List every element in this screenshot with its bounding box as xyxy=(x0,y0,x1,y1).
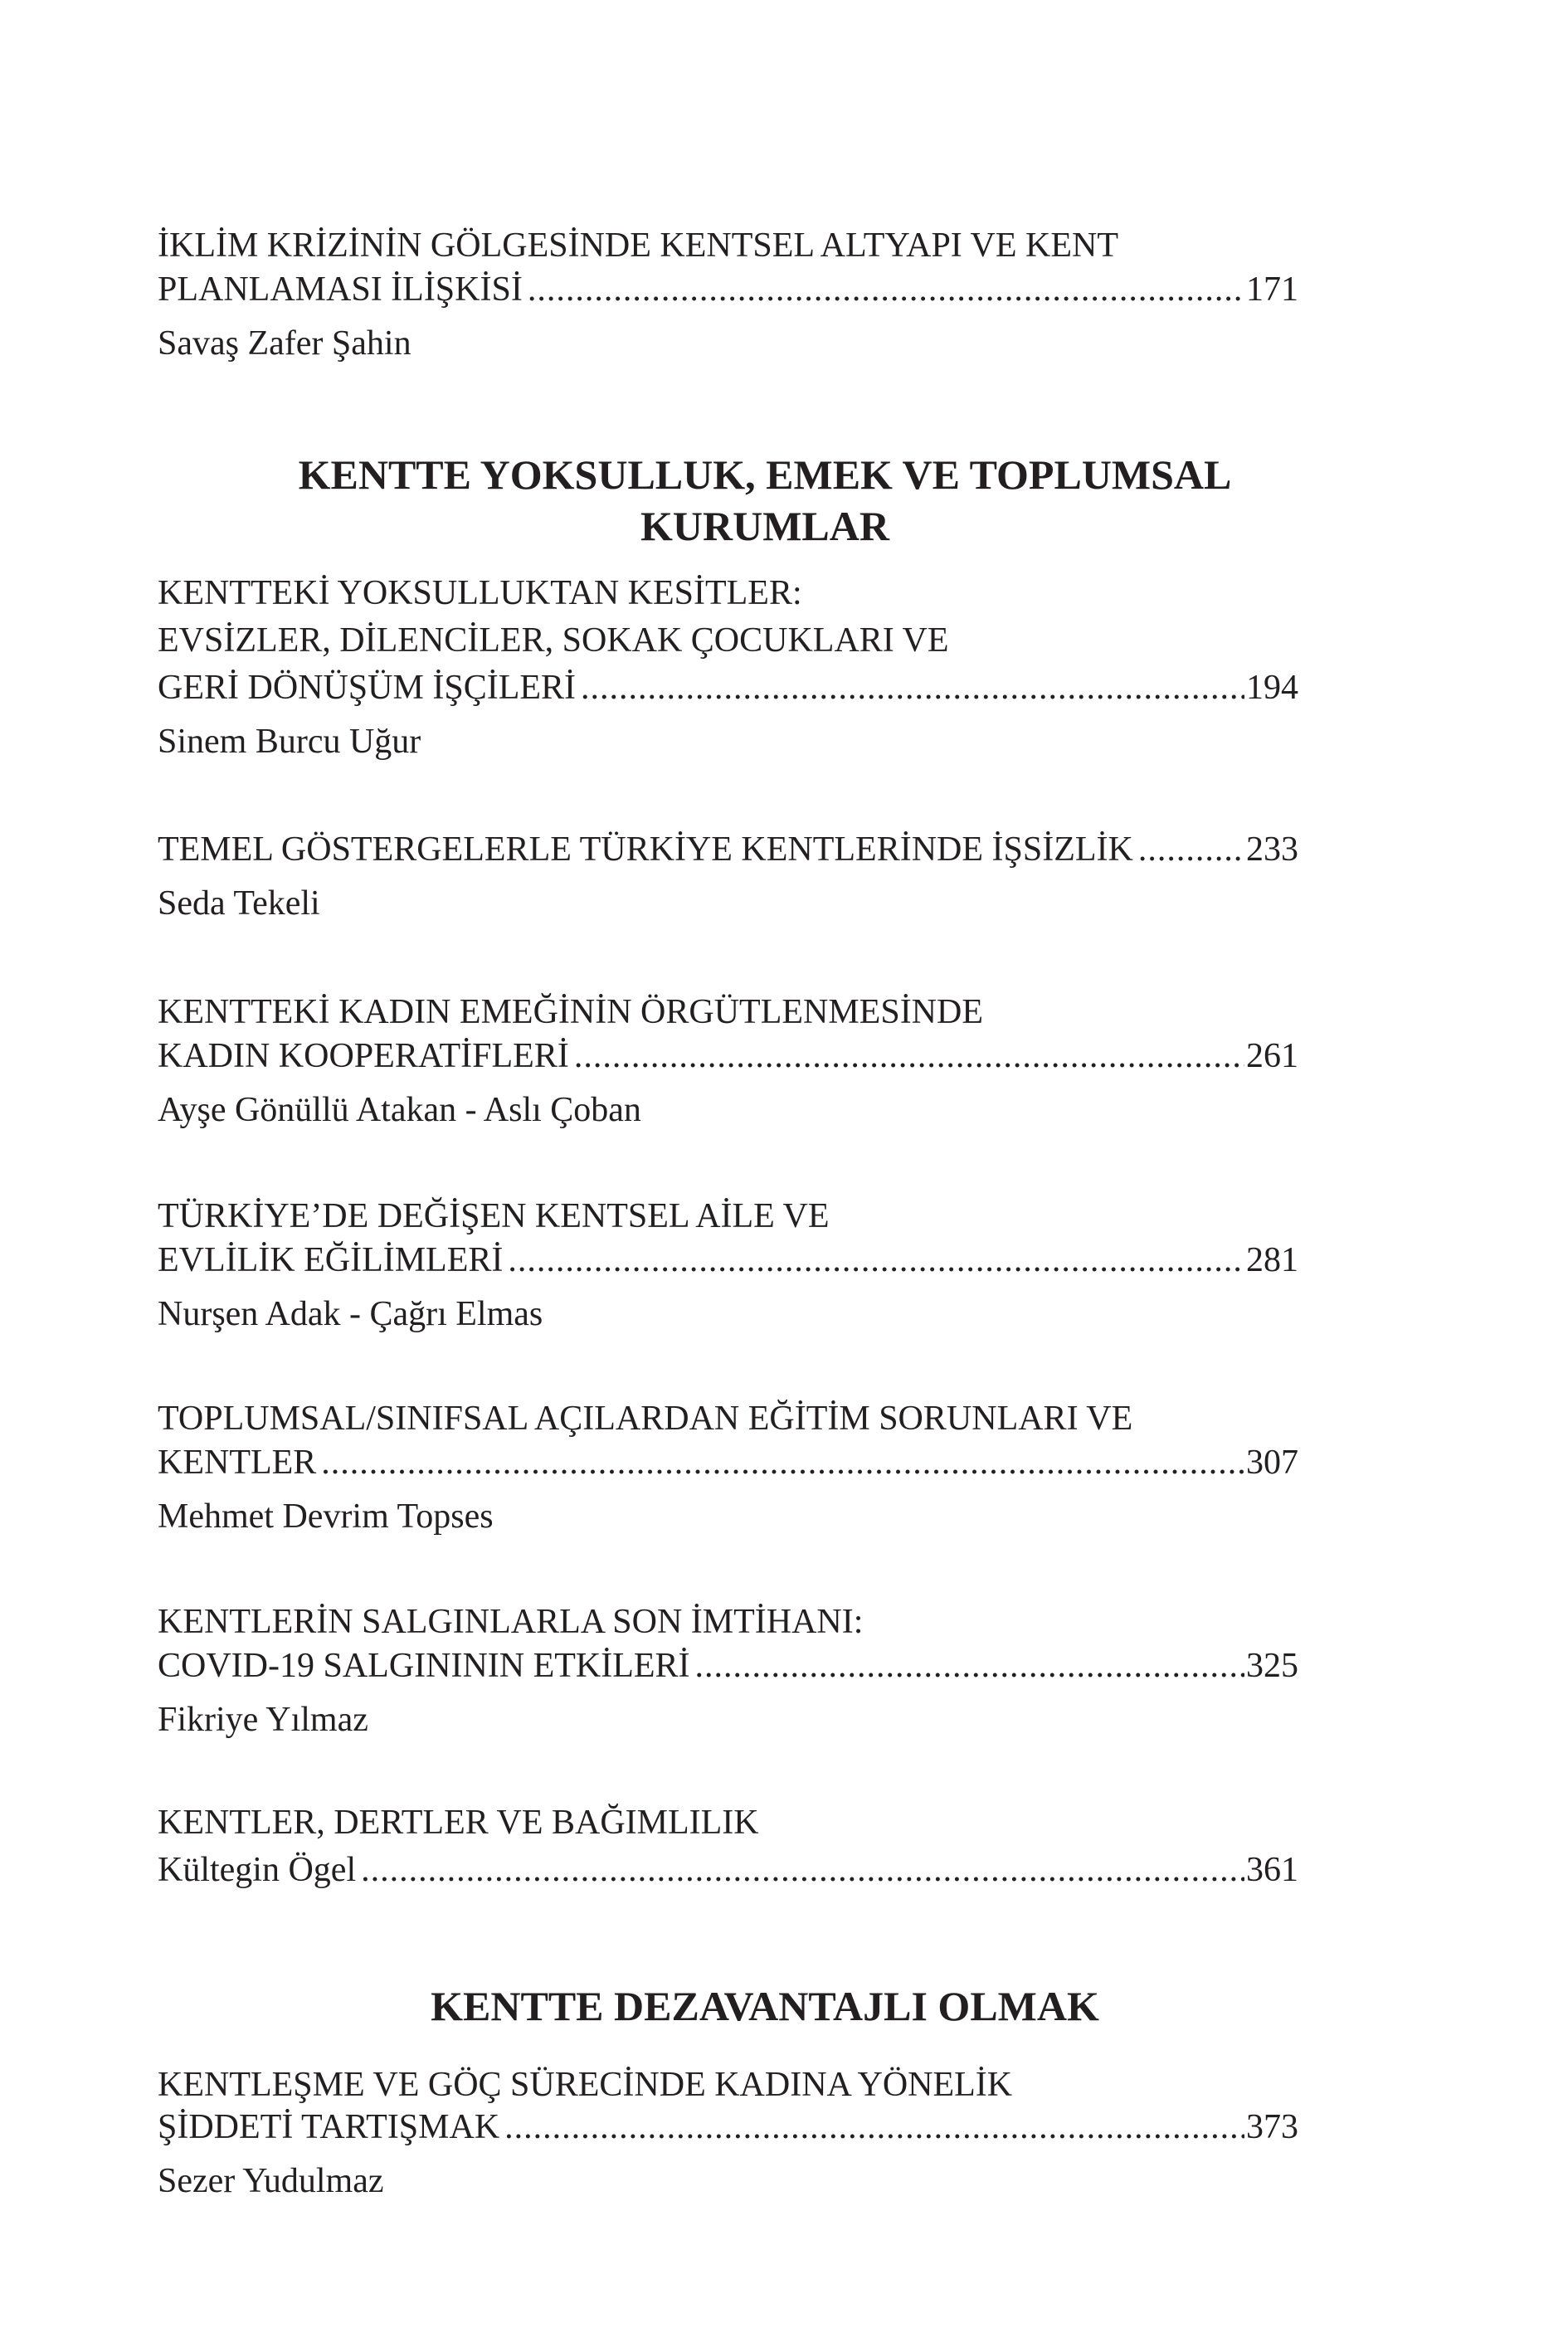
entry-title-line: TEMEL GÖSTERGELERLE TÜRKİYE KENTLERİNDE İŞSİZLİK xyxy=(158,830,1133,869)
entry-title-line-with-page[interactable] xyxy=(158,1039,1298,1074)
dot-leader xyxy=(508,1243,1244,1278)
entry-title-line-with-page[interactable] xyxy=(158,2110,1298,2145)
dot-leader xyxy=(695,1648,1244,1683)
page-number[interactable]: 307 xyxy=(1246,1444,1298,1482)
entry-title-line: KENTLEŞME VE GÖÇ SÜRECİNDE KADINA YÖNELİK xyxy=(158,2066,1013,2104)
entry-author: Nurşen Adak - Çağrı Elmas xyxy=(158,1295,543,1333)
dot-leader xyxy=(321,1445,1244,1480)
entry-author: Ayşe Gönüllü Atakan - Aslı Çoban xyxy=(158,1091,641,1129)
entry-title-line-with-page[interactable] xyxy=(158,1445,1298,1480)
entry-title-line: EVLİLİK EĞİLİMLERİ xyxy=(158,1241,504,1279)
page-number[interactable]: 171 xyxy=(1246,270,1298,309)
dot-leader xyxy=(504,2110,1244,2145)
entry-title-line: KENTTEKİ YOKSULLUKTAN KESİTLER: xyxy=(158,574,802,612)
page-number[interactable]: 325 xyxy=(1246,1647,1298,1685)
entry-title-line: EVSİZLER, DİLENCİLER, SOKAK ÇOCUKLARI VE xyxy=(158,621,949,660)
entry-author: Sezer Yudulmaz xyxy=(158,2162,384,2200)
dot-leader xyxy=(581,670,1244,705)
entry-author: Sinem Burcu Uğur xyxy=(158,723,421,761)
page-number[interactable]: 233 xyxy=(1246,830,1298,869)
entry-author: Mehmet Devrim Topses xyxy=(158,1497,494,1536)
entry-title-line: KENTLER xyxy=(158,1444,317,1482)
entry-title-line: PLANLAMASI İLİŞKİSİ xyxy=(158,270,523,309)
entry-author: Seda Tekeli xyxy=(158,884,320,923)
entry-author-with-page[interactable] xyxy=(158,1853,1298,1887)
page-number[interactable]: 361 xyxy=(1246,1851,1298,1889)
dot-leader xyxy=(528,272,1244,307)
entry-title-line-with-page[interactable] xyxy=(158,832,1298,867)
entry-title-line-with-page[interactable] xyxy=(158,1648,1298,1683)
section-heading-continued: KURUMLAR xyxy=(640,503,889,549)
entry-title-line: TOPLUMSAL/SINIFSAL AÇILARDAN EĞİTİM SORUNLARI VE xyxy=(158,1400,1133,1438)
page-number[interactable]: 261 xyxy=(1246,1037,1298,1075)
entry-title-line: İKLİM KRİZİNİN GÖLGESİNDE KENTSEL ALTYAPI VE KENT xyxy=(158,226,1118,265)
entry-author: Fikriye Yılmaz xyxy=(158,1701,368,1739)
entry-title-line: KENTTEKİ KADIN EMEĞİNİN ÖRGÜTLENMESİNDE xyxy=(158,993,983,1031)
entry-title-line: COVID-19 SALGINININ ETKİLERİ xyxy=(158,1647,690,1685)
dot-leader xyxy=(361,1853,1244,1887)
entry-title-line-with-page[interactable] xyxy=(158,272,1298,307)
entry-title-line: KENTLERİN SALGINLARLA SON İMTİHANI: xyxy=(158,1603,864,1641)
dot-leader xyxy=(1138,832,1244,867)
page-number[interactable]: 373 xyxy=(1246,2108,1298,2146)
entry-title-line: GERİ DÖNÜŞÜM İŞÇİLERİ xyxy=(158,669,576,707)
entry-title-line: ŞİDDETİ TARTIŞMAK xyxy=(158,2108,500,2146)
entry-title-line: KENTLER, DERTLER VE BAĞIMLILIK xyxy=(158,1804,759,1842)
page-number[interactable]: 281 xyxy=(1246,1241,1298,1279)
entry-title-line: KADIN KOOPERATİFLERİ xyxy=(158,1037,569,1075)
entry-title-line-with-page[interactable] xyxy=(158,670,1298,705)
section-heading: KENTTE DEZAVANTAJLI OLMAK xyxy=(431,1983,1099,2029)
section-heading: KENTTE YOKSULLUK, EMEK VE TOPLUMSAL xyxy=(298,451,1232,498)
dot-leader xyxy=(574,1039,1244,1074)
entry-title-line-with-page[interactable] xyxy=(158,1243,1298,1278)
page-number[interactable]: 194 xyxy=(1246,669,1298,707)
entry-author: Savaş Zafer Şahin xyxy=(158,324,411,363)
entry-title-line: TÜRKİYE’DE DEĞİŞEN KENTSEL AİLE VE xyxy=(158,1197,830,1235)
entry-author: Kültegin Ögel xyxy=(158,1851,357,1889)
